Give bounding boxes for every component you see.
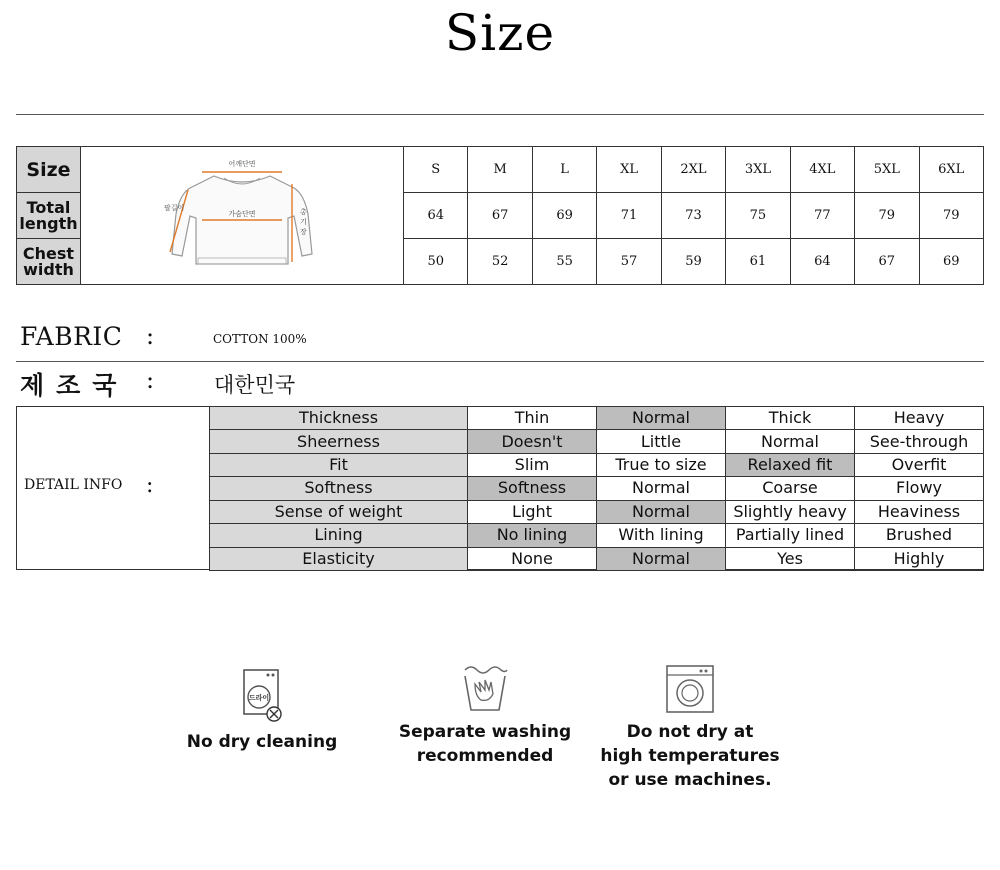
detail-option: Slightly heavy [726,500,855,523]
no-tumble-dry-icon [665,664,715,714]
size-col-header: S [404,147,468,193]
detail-option: Heaviness [855,500,984,523]
total-length-value: 73 [661,193,725,239]
detail-attribute-label: Thickness [210,407,468,430]
detail-option: Normal [726,430,855,453]
origin-value: 대한민국 [214,373,296,397]
detail-option: True to size [597,453,726,476]
total-length-value: 67 [468,193,532,239]
detail-row [210,547,984,570]
chest-width-value: 67 [855,239,919,285]
care-label-line: recommended [416,746,554,766]
chest-width-value: 57 [597,239,661,285]
detail-option: Coarse [726,477,855,500]
care-label-line: Do not dry at [626,722,754,742]
total-length-value: 79 [855,193,919,239]
chest-width-value: 61 [726,239,790,285]
total-length-label: Total length [17,193,81,239]
size-header-row [17,147,984,193]
care-label-line: No dry cleaning [186,732,338,752]
detail-attribute-label: Fit [210,453,468,476]
detail-option: Slim [468,453,597,476]
title-divider [16,114,984,115]
detail-option-selected: Relaxed fit [726,453,855,476]
detail-attribute-label: Sense of weight [210,500,468,523]
total-length-value: 64 [404,193,468,239]
detail-attribute-label: Lining [210,524,468,547]
fabric-value: COTTON 100% [213,332,307,346]
care-separate-washing [390,662,580,768]
detail-option: None [468,547,597,570]
size-col-header: 6XL [919,147,984,193]
detail-option: Heavy [855,407,984,430]
detail-info-label: DETAIL INFO [24,477,123,493]
detail-option: Thick [726,407,855,430]
sleeve-label: 팔길이 [164,203,185,212]
detail-option-selected: Normal [597,547,726,570]
size-col-header: 2XL [661,147,725,193]
page-title: Size [444,4,556,62]
detail-option: Thin [468,407,597,430]
total-length-value: 77 [790,193,854,239]
detail-option: Little [597,430,726,453]
detail-option: Highly [855,547,984,570]
care-label-line: Separate washing [398,722,572,742]
chest-width-label: Chest width [17,239,81,285]
detail-option: Overfit [855,453,984,476]
detail-option: Brushed [855,524,984,547]
chest-width-value: 69 [919,239,984,285]
detail-attribute-label: Softness [210,477,468,500]
length-label-2: 기 [300,217,307,226]
care-label-line: high temperatures [600,746,780,766]
detail-option-selected: Softness [468,477,597,500]
detail-option: Light [468,500,597,523]
care-no-dry-cleaning [172,668,352,754]
detail-row [210,453,984,476]
total-length-value: 75 [726,193,790,239]
total-length-value: 69 [532,193,596,239]
chest-width-value: 55 [532,239,596,285]
detail-row [210,407,984,430]
chest-width-value: 64 [790,239,854,285]
hand-wash-icon [461,662,509,714]
size-col-header: 5XL [855,147,919,193]
fabric-colon: : [146,322,155,350]
size-table [16,146,984,285]
origin-colon: : [146,366,155,394]
chest-label: 가슴단면 [228,209,256,218]
sweatshirt-measure-icon [162,154,322,274]
total-length-value: 79 [919,193,984,239]
detail-option: See-through [855,430,984,453]
detail-option: Yes [726,547,855,570]
detail-option: Normal [597,477,726,500]
chest-width-value: 52 [468,239,532,285]
no-dry-clean-icon [240,668,284,724]
length-label-3: 장 [300,227,307,236]
detail-option-selected: Normal [597,500,726,523]
detail-row [210,524,984,547]
length-label-1: 총 [300,207,307,216]
dry-text: 드라이 [248,694,270,702]
detail-attribute-label: Sheerness [210,430,468,453]
shoulder-label: 어깨단면 [228,159,256,168]
size-header-label: Size [17,147,81,193]
origin-label: 제조국 [20,371,129,400]
detail-info-table [209,406,984,571]
chest-width-value: 50 [404,239,468,285]
sweatshirt-diagram [81,147,404,285]
detail-option: Flowy [855,477,984,500]
detail-option: With lining [597,524,726,547]
size-col-header: L [532,147,596,193]
chest-width-value: 59 [661,239,725,285]
detail-row [210,500,984,523]
size-col-header: 3XL [726,147,790,193]
detail-option-selected: Normal [597,407,726,430]
detail-row [210,430,984,453]
total-length-value: 71 [597,193,661,239]
care-label-line: or use machines. [608,770,772,790]
fabric-label: FABRIC [20,322,123,351]
detail-option: Partially lined [726,524,855,547]
detail-option-selected: No lining [468,524,597,547]
size-col-header: 4XL [790,147,854,193]
detail-option-selected: Doesn't [468,430,597,453]
detail-row [210,477,984,500]
size-col-header: M [468,147,532,193]
fabric-divider [16,361,984,362]
detail-attribute-label: Elasticity [210,547,468,570]
size-col-header: XL [597,147,661,193]
care-no-tumble-dry [592,664,788,792]
detail-info-colon: : [146,473,154,498]
